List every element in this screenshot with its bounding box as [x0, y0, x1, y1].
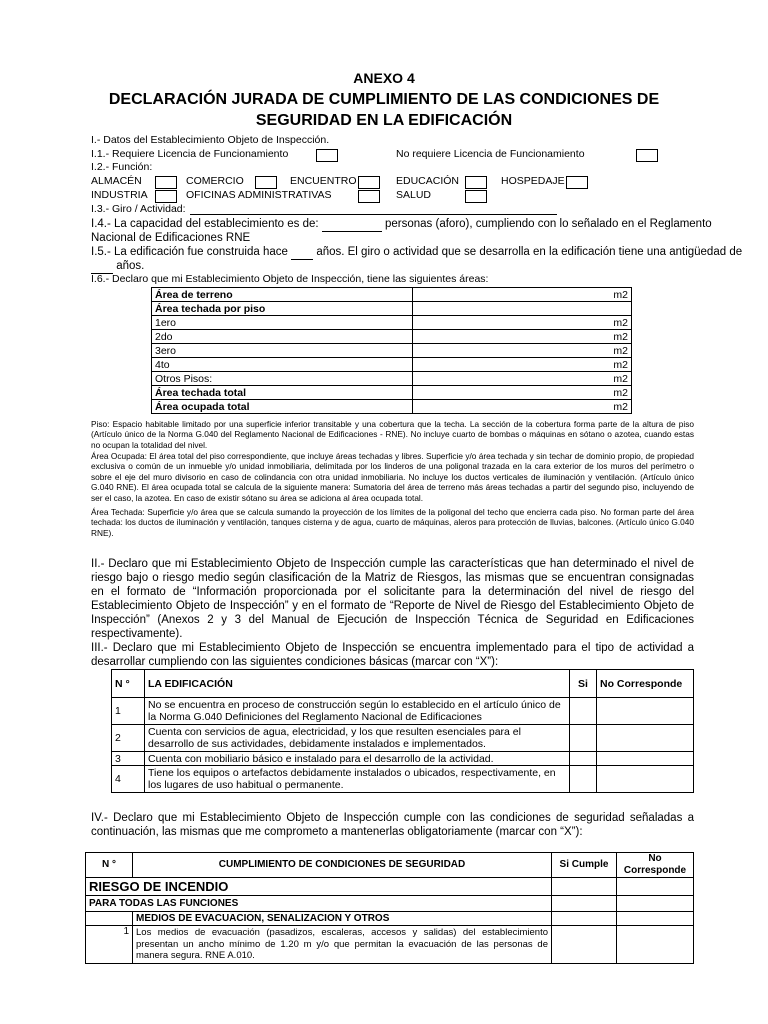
area-value-input[interactable]: m2 [413, 358, 632, 372]
function-comercio-label: COMERCIO [186, 175, 244, 187]
s4-col-header-si-cumple: Si Cumple [552, 853, 617, 878]
row-no-corresponde-checkbox[interactable] [597, 698, 694, 725]
col-header-edificacion: LA EDIFICACIÓN [145, 670, 570, 698]
s4-col-header-n: N ° [86, 853, 133, 878]
row-number: 4 [112, 766, 145, 793]
capacity-text-c: Nacional de Edificaciones RNE [91, 232, 251, 244]
row-number: 1 [112, 698, 145, 725]
function-salud-label: SALUD [396, 189, 432, 201]
requires-license-label: I.1.- Requiere Licencia de Funcionamiento [91, 148, 289, 160]
annex-title: ANEXO 4 [353, 70, 415, 86]
col-header-no-corresponde: No Corresponde [597, 670, 694, 698]
area-label: Área techada por piso [152, 302, 413, 316]
s4-row-text: Los medios de evacuación (pasadizos, escaleras, accesos y salidas) del establecimiento presentan un ancho mínimo de 1.20 m y/o que permitan la evacuación de las personas de manera segura. RNE A.010. [133, 926, 552, 964]
capacity-text-a: I.4.- La capacidad del establecimiento es de: [91, 218, 319, 230]
capacity-line [91, 217, 712, 232]
construction-text-c: años. [116, 260, 145, 272]
medios-evacuacion-heading: MEDIOS DE EVACUACION, SENALIZACION Y OTROS [133, 912, 552, 926]
function-oficinas-checkbox[interactable] [358, 190, 380, 203]
function-hospedaje-checkbox[interactable] [566, 176, 588, 189]
area-value-input[interactable]: m2 [413, 372, 632, 386]
section1-heading: I.- Datos del Establecimiento Objeto de Inspección. [91, 134, 330, 146]
area-label: Área ocupada total [152, 400, 413, 414]
area-row [152, 386, 632, 400]
area-row [152, 400, 632, 414]
table-row [112, 766, 694, 793]
area-row [152, 302, 632, 316]
s4-col-header-cumplimiento: CUMPLIMIENTO DE CONDICIONES DE SEGURIDAD [133, 853, 552, 878]
medios-no-cell [617, 912, 694, 926]
function-encuentro-label: ENCUENTRO [290, 175, 357, 187]
area-row [152, 372, 632, 386]
todas-funciones-heading: PARA TODAS LAS FUNCIONES [86, 896, 552, 912]
safety-conditions-table [85, 852, 694, 964]
area-value-input[interactable]: m2 [413, 330, 632, 344]
activity-age-input-line[interactable] [91, 259, 113, 274]
section3-text: III.- Declaro que mi Establecimiento Objeto de Inspección se encuentra implementado para el tipo de actividad a desarrollar cumpliendo con las siguientes condiciones básicas (marcar con “X”): [91, 642, 694, 668]
table-row [112, 752, 694, 766]
areas-declaration: I.6.- Declaro que mi Establecimiento Objeto de Inspección, tiene las siguientes áreas: [91, 273, 489, 285]
col-header-n: N ° [112, 670, 145, 698]
construction-text-a: I.5.- La edificación fue construida hace [91, 246, 288, 258]
activity-age-line [91, 259, 144, 274]
function-almacen-label: ALMACÉN [91, 175, 142, 187]
area-value-input[interactable]: m2 [413, 400, 632, 414]
funciones-no-cell [617, 896, 694, 912]
row-si-checkbox[interactable] [570, 725, 597, 752]
area-label: 1ero [152, 316, 413, 330]
function-almacen-checkbox[interactable] [155, 176, 177, 189]
not-requires-license-checkbox[interactable] [636, 149, 658, 162]
function-industria-checkbox[interactable] [155, 190, 177, 203]
area-label: 3ero [152, 344, 413, 358]
function-salud-checkbox[interactable] [465, 190, 487, 203]
row-number: 2 [112, 725, 145, 752]
area-row [152, 288, 632, 302]
document-title-line1: DECLARACIÓN JURADA DE CUMPLIMIENTO DE LAS CONDICIONES DE [108, 91, 660, 108]
row-condition-text: Cuenta con mobiliario básico e instalado para el desarrollo de la actividad. [145, 752, 570, 766]
area-value-input[interactable]: m2 [413, 344, 632, 358]
riesgo-no-cell [617, 878, 694, 896]
area-row [152, 316, 632, 330]
row-si-checkbox[interactable] [570, 752, 597, 766]
function-hospedaje-label: HOSPEDAJE [501, 175, 565, 187]
row-condition-text: Tiene los equipos o artefactos debidamente instalados o ubicados, respectivamente, en los lugares de uso habitual o permanente. [145, 766, 570, 793]
area-label: Área de terreno [152, 288, 413, 302]
document-title-line2: SEGURIDAD EN LA EDIFICACIÓN [255, 112, 513, 129]
area-row [152, 358, 632, 372]
s4-row-number: 1 [86, 926, 133, 964]
capacity-input-line[interactable] [322, 217, 382, 232]
function-encuentro-checkbox[interactable] [358, 176, 380, 189]
riesgo-si-cell [552, 878, 617, 896]
funciones-si-cell [552, 896, 617, 912]
area-row [152, 344, 632, 358]
s4-row-no-checkbox[interactable] [617, 926, 694, 964]
basic-conditions-table [111, 669, 694, 793]
construction-line [91, 245, 743, 260]
activity-label: I.3.- Giro / Actividad: [91, 203, 186, 215]
s4-row-si-checkbox[interactable] [552, 926, 617, 964]
row-number: 3 [112, 752, 145, 766]
construction-text-b: años. El giro o actividad que se desarrolla en la edificación tiene una antigüedad de [316, 246, 743, 258]
function-comercio-checkbox[interactable] [255, 176, 277, 189]
area-value-input[interactable]: m2 [413, 386, 632, 400]
area-value-input[interactable] [413, 302, 632, 316]
row-no-corresponde-checkbox[interactable] [597, 752, 694, 766]
section4-text: IV.- Declaro que mi Establecimiento Objeto de Inspección cumple con las condiciones de seguridad señaladas a continuación, las mismas que me comprometo a mantenerlas obligatoriamente (marcar con “X”): [91, 812, 694, 838]
section2-text: II.- Declaro que mi Establecimiento Objeto de Inspección cumple las características que han determinado el nivel de riesgo bajo o riesgo medio según clasificación de la Matriz de Riesgos, las mismas que se encuentran consignadas en el formato de “Información proporcionada por el solicitante para la determinación del nivel de riesgo del Establecimiento Objeto de Inspección” y en el formato de “Reporte de Nivel de Riesgo del Establecimiento Objeto de Inspección” (Anexos 2 y 3 del Manual de Ejecución de Inspección Técnica de Seguridad en Edificaciones respectivamente). [91, 558, 694, 640]
medios-n-cell [86, 912, 133, 926]
area-label: 2do [152, 330, 413, 344]
areas-table [151, 287, 632, 414]
function-educacion-checkbox[interactable] [465, 176, 487, 189]
function-oficinas-label: OFICINAS ADMINISTRATIVAS [186, 189, 332, 201]
col-header-si: Si [570, 670, 597, 698]
row-si-checkbox[interactable] [570, 766, 597, 793]
table-row [112, 725, 694, 752]
row-no-corresponde-checkbox[interactable] [597, 725, 694, 752]
area-value-input[interactable]: m2 [413, 288, 632, 302]
row-si-checkbox[interactable] [570, 698, 597, 725]
row-condition-text: No se encuentra en proceso de construcción según lo establecido en el artículo único de la Norma G.040 Definiciones del Reglamento Nacional de Edificaciones [145, 698, 570, 725]
medios-si-cell [552, 912, 617, 926]
s4-col-header-no-corresponde: No Corresponde [617, 853, 694, 878]
not-requires-license-label: No requiere Licencia de Funcionamiento [396, 148, 585, 160]
area-label: 4to [152, 358, 413, 372]
row-no-corresponde-checkbox[interactable] [597, 766, 694, 793]
riesgo-incendio-heading: RIESGO DE INCENDIO [86, 878, 552, 896]
area-value-input[interactable]: m2 [413, 316, 632, 330]
row-condition-text: Cuenta con servicios de agua, electricidad, y los que resulten esenciales para el desarrollo de sus actividades, debidamente instalados e implementados. [145, 725, 570, 752]
area-label: Otros Pisos: [152, 372, 413, 386]
requires-license-checkbox[interactable] [316, 149, 338, 162]
table-row [112, 698, 694, 725]
activity-input-line[interactable] [190, 203, 557, 215]
capacity-text-b: personas (aforo), cumpliendo con lo señalado en el Reglamento [385, 218, 712, 230]
area-label: Área techada total [152, 386, 413, 400]
function-industria-label: INDUSTRIA [91, 189, 148, 201]
function-label: I.2.- Función: [91, 161, 153, 173]
note-area-techada: Área Techada: Superficie y/o área que se calcula sumando la proyección de los límites de la poligonal del techo que encierra cada piso. No forman parte del área techada: los ductos de iluminación y ventilación, tanques cisterna y de agua, cuarto de máquinas, aleros para protección de lluvias, balcones. (Artículo único G.040 RNE). [91, 507, 694, 538]
function-educacion-label: EDUCACIÓN [396, 175, 460, 187]
construction-years-input-line[interactable] [291, 245, 313, 260]
area-row [152, 330, 632, 344]
note-area-ocupada: Área Ocupada: El área total del piso correspondiente, que incluye áreas techadas y libres. Superficie y/o área techada y sin techar de dominio propio, de propiedad exclusiva o común de un inmueble y/o unidad inmobiliaria, delimitada por los linderos de una poligonal trazada en la cara exterior de los muros del perímetro o sobre el eje del muro divisorio en caso de colindancia con otra unidad inmobiliaria. No incluye los ductos verticales de iluminación y ventilación. (Artículo único G.040 RNE). El área ocupada total se calcula de la siguiente manera: Sumatoria del área de terreno más áreas techadas a partir del segundo piso, incluyendo de ser el caso, la azotea. En caso de existir sótano su área se adiciona al área ocupada total. [91, 451, 694, 503]
note-piso: Piso: Espacio habitable limitado por una superficie inferior transitable y una cobertura que la techa. La sección de la cobertura forma parte de la altura de piso (Artículo único de la Norma G.040 del Reglamento Nacional de Edificaciones - RNE). No incluye cuarto de bombas o máquinas en sótano o azotea, cuando estas no ocupan la totalidad del nivel. [91, 419, 694, 450]
